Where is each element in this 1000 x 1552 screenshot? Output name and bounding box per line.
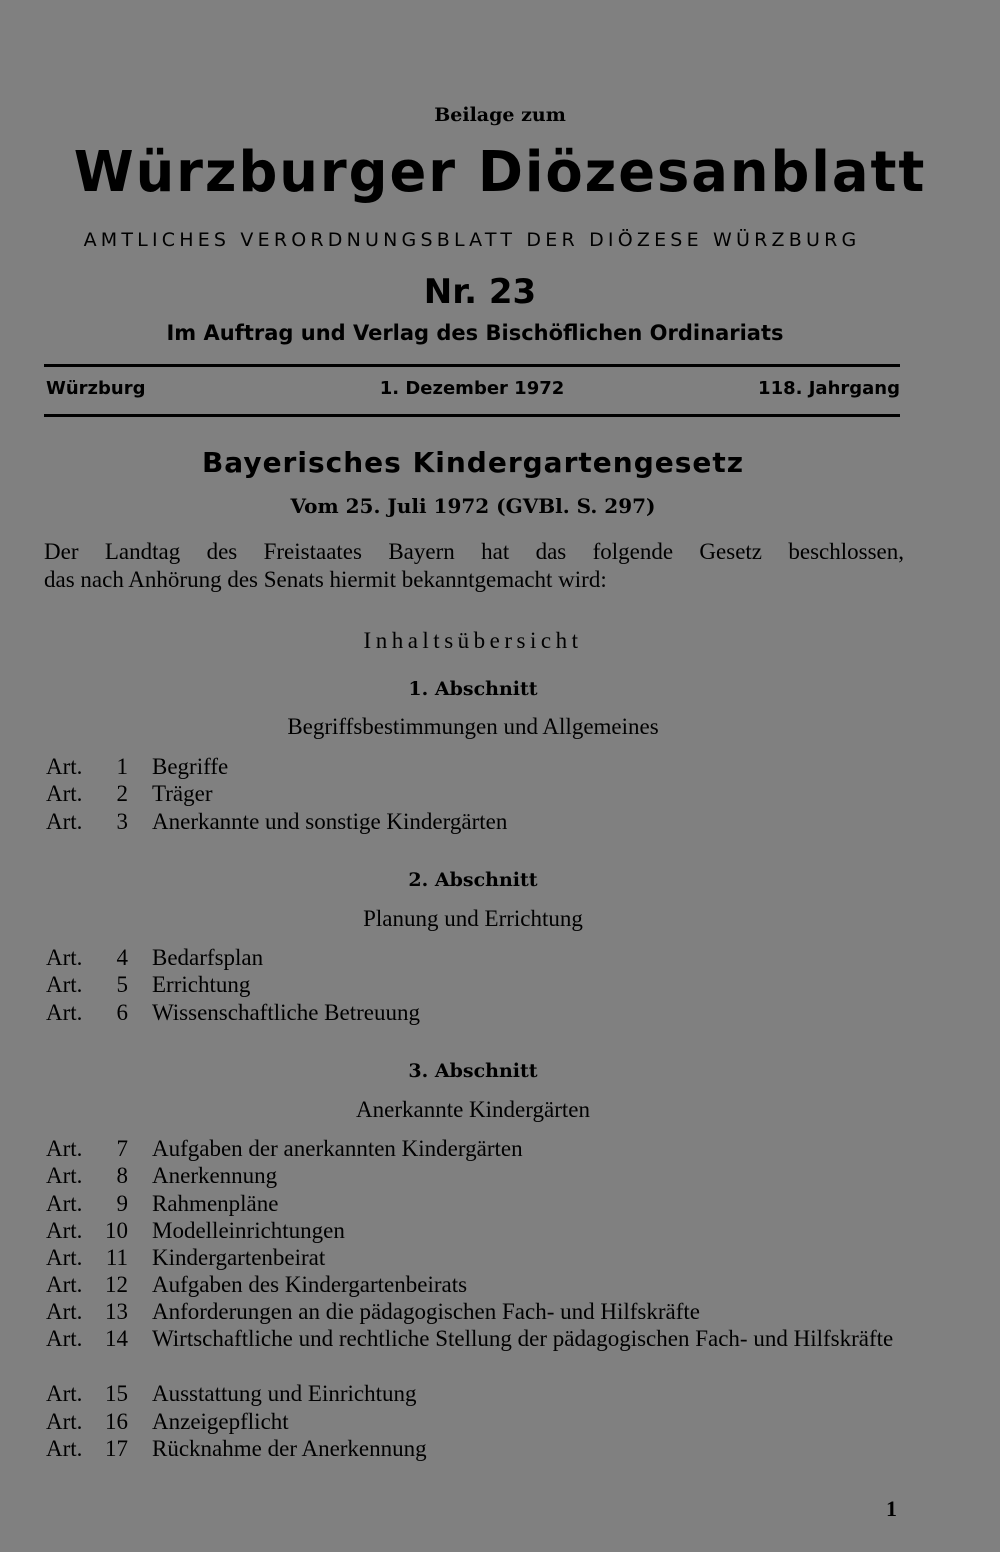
article-title: Anerkannte und sonstige Kindergärten (152, 809, 508, 834)
article-label: Art. (46, 1136, 83, 1161)
article-label: Art. (46, 754, 83, 779)
volume-label: 118. Jahrgang (758, 378, 900, 399)
masthead-subtitle: AMTLICHES VERORDNUNGSBLATT DER DIÖZESE WÜRZBURG (83, 229, 861, 251)
article-label: Art. (46, 1326, 83, 1351)
article-number: 6 (116, 1000, 128, 1025)
toc-entry (44, 1271, 906, 1298)
article-label: Art. (46, 1191, 83, 1216)
toc-entry (44, 780, 906, 807)
toc-entry (44, 1380, 906, 1407)
article-title: Wissenschaftliche Betreuung (152, 1000, 420, 1025)
article-label: Art. (46, 1272, 83, 1297)
article-label: Art. (46, 809, 83, 834)
article-label: Art. (46, 1436, 83, 1461)
article-number: 4 (116, 945, 128, 970)
article-number: 11 (105, 1245, 128, 1270)
article-number: 1 (116, 754, 128, 779)
toc-entry (44, 1135, 906, 1162)
masthead-title: Würzburger Diözesanblatt (73, 140, 927, 205)
toc-entry (44, 1298, 906, 1325)
article-number: 17 (105, 1436, 128, 1461)
article-title: Anforderungen an die pädagogischen Fach- und Hilfskräfte (152, 1299, 700, 1324)
toc-entry (44, 1190, 906, 1217)
toc-entry (44, 808, 906, 835)
article-title: Aufgaben des Kindergartenbeirats (152, 1272, 468, 1297)
toc-entry (44, 1408, 906, 1435)
law-date: Vom 25. Juli 1972 (GVBl. S. 297) (290, 494, 656, 518)
article-title: Rahmenpläne (152, 1191, 279, 1216)
header-rule-bottom (44, 414, 900, 417)
article-title: Begriffe (152, 754, 229, 779)
dateline (44, 378, 900, 406)
section-heading: 1. Abschnitt (408, 678, 538, 700)
preamble-line-1: Der Landtag des Freistaates Bayern hat das folgende Gesetz beschlossen, (44, 539, 904, 564)
article-title: Ausstattung und Einrichtung (152, 1381, 417, 1406)
place-label: Würzburg (46, 378, 146, 399)
article-title: Anzeigepflicht (152, 1409, 289, 1434)
article-title: Kindergartenbeirat (152, 1245, 326, 1270)
article-number: 5 (116, 972, 128, 997)
supplement-label: Beilage zum (434, 104, 566, 126)
article-label: Art. (46, 1245, 83, 1270)
article-number: 9 (116, 1191, 128, 1216)
article-title: Rücknahme der Anerkennung (152, 1436, 427, 1461)
article-label: Art. (46, 1381, 83, 1406)
toc-entry (44, 1162, 906, 1189)
article-label: Art. (46, 1218, 83, 1243)
toc-entry (44, 944, 906, 971)
article-label: Art. (46, 945, 83, 970)
section-name: Begriffsbestimmungen und Allgemeines (287, 714, 659, 739)
article-number: 15 (105, 1381, 128, 1406)
article-label: Art. (46, 1409, 83, 1434)
toc-entry (44, 1217, 906, 1244)
section-heading: 2. Abschnitt (408, 869, 538, 891)
article-number: 3 (116, 809, 128, 834)
article-label: Art. (46, 972, 83, 997)
article-number: 7 (116, 1136, 128, 1161)
article-title: Träger (152, 781, 213, 806)
issue-number: Nr. 23 (423, 272, 537, 312)
article-number: 14 (105, 1326, 128, 1351)
toc-title: Inhaltsübersicht (363, 628, 583, 653)
header-rule-top (44, 364, 900, 367)
publisher-line: Im Auftrag und Verlag des Bischöflichen Ordinariats (166, 321, 784, 345)
article-label: Art. (46, 1163, 83, 1188)
preamble-line-2: das nach Anhörung des Senats hiermit bekanntgemacht wird: (44, 567, 607, 592)
article-number: 16 (105, 1409, 128, 1434)
toc-entry (44, 1325, 906, 1352)
article-title: Errichtung (152, 972, 251, 997)
toc-entry (44, 1435, 906, 1462)
article-number: 13 (105, 1299, 128, 1324)
section-name: Anerkannte Kindergärten (356, 1097, 590, 1122)
law-title: Bayerisches Kindergartengesetz (201, 446, 745, 479)
article-label: Art. (46, 781, 83, 806)
article-number: 10 (105, 1218, 128, 1243)
section-name: Planung und Errichtung (363, 906, 583, 931)
toc-entry (44, 971, 906, 998)
toc-entry (44, 1244, 906, 1271)
article-title: Modelleinrichtungen (152, 1218, 345, 1243)
preamble (44, 538, 904, 594)
article-number: 12 (105, 1272, 128, 1297)
page-number: 1 (886, 1496, 897, 1521)
article-label: Art. (46, 1000, 83, 1025)
article-title: Wirtschaftliche und rechtliche Stellung der pädagogischen Fach- und Hilfskräfte (152, 1326, 894, 1351)
toc-entry (44, 753, 906, 780)
toc-entry (44, 999, 906, 1026)
article-label: Art. (46, 1299, 83, 1324)
issue-date: 1. Dezember 1972 (379, 378, 565, 399)
article-title: Bedarfsplan (152, 945, 264, 970)
article-title: Aufgaben der anerkannten Kindergärten (152, 1136, 523, 1161)
article-number: 8 (116, 1163, 128, 1188)
section-heading: 3. Abschnitt (408, 1060, 538, 1082)
article-number: 2 (116, 781, 128, 806)
article-title: Anerkennung (152, 1163, 278, 1188)
